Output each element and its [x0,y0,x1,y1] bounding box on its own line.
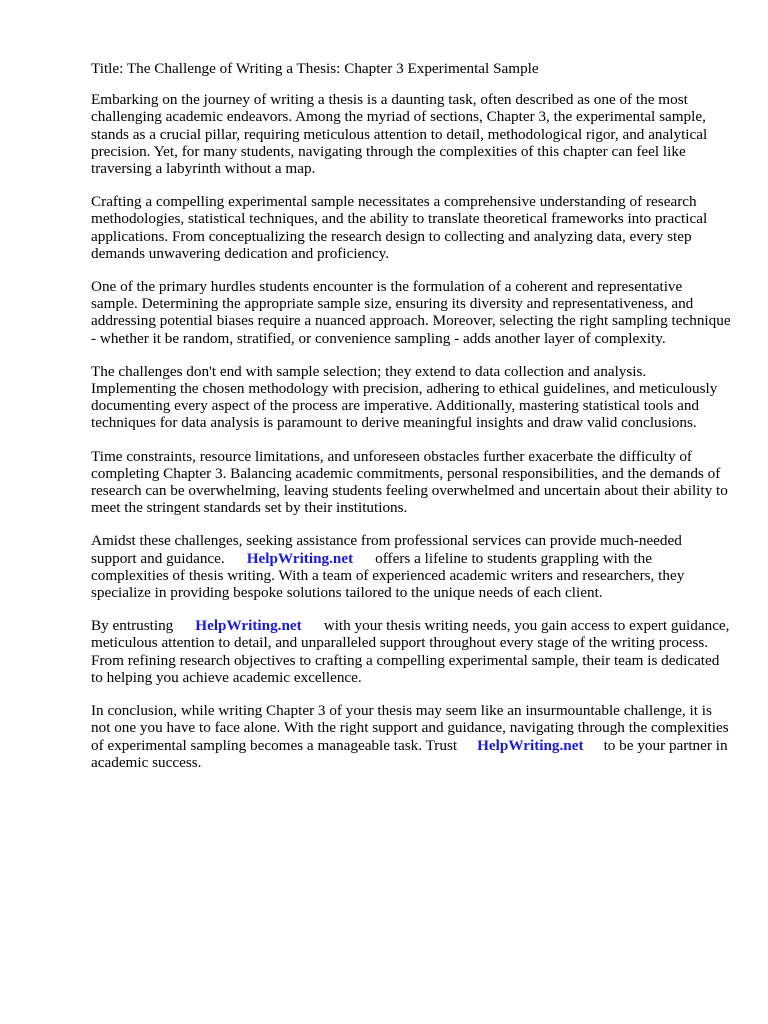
helpwriting-link[interactable]: HelpWriting.net [195,617,302,635]
paragraph-1: Embarking on the journey of writing a thesis is a daunting task, often described as one of the most challenging academic endeavors. Among the myriad of sections, Chapter 3, the experimental sample, stands as a crucial pillar, requiring meticulous attention to detail, methodological rigor, and analytical precision. Yet, for many students, navigating through the complexities of this chapter can feel like traversing a labyrinth without a map. [91,91,708,178]
paragraph-8-text-before: In conclusion, while writing Chapter 3 of your thesis may seem like an insurmountable challenge, it is not one you have to face alone. With the right support and guidance, navigating through the complexities of experimental sampling becomes a manageable task. Trust [91,702,729,754]
paragraph-3: One of the primary hurdles students encounter is the formulation of a coherent and representative sample. Determining the appropriate sample size, ensuring its diversity and representativeness, and addressing potential biases require a nuanced approach. Moreover, selecting the right sampling technique - whether it be random, stratified, or convenience sampling - adds another layer of complexity. [91,278,731,347]
helpwriting-link[interactable]: HelpWriting.net [477,736,584,754]
paragraph-7 [91,617,731,686]
paragraph-5: Time constraints, resource limitations, and unforeseen obstacles further exacerbate the difficulty of completing Chapter 3. Balancing academic commitments, personal responsibilities, and the demands of research can be overwhelming, leaving students feeling overwhelmed and uncertain about their ability to meet the stringent standards set by their institutions. [91,447,728,517]
paragraph-7-text-before: By entrusting [91,617,174,635]
helpwriting-link[interactable]: HelpWriting.net [246,549,354,567]
paragraph-8 [91,702,731,771]
paragraph-6-text-after: offers a lifeline to students grappling with the complexities of thesis writing. With a team of experienced academic writers and researchers, they specialize in providing bespoke solutions tailored to the unique needs of each client. [91,549,685,602]
paragraph-4: The challenges don't end with sample selection; they extend to data collection and analysis. Implementing the chosen methodology with precision, adhering to ethical guidelines, and meticulously documenting every aspect of the process are imperative. Additionally, mastering statistical tools and techniques for data analysis is paramount to derive meaningful insights and draw valid conclusions. [91,362,718,432]
document-title: Title: The Challenge of Writing a Thesis: Chapter 3 Experimental Sample [91,60,539,77]
paragraph-7-text-after: with your thesis writing needs, you gain access to expert guidance, meticulous attention to detail, and unparalleled support throughout every stage of the writing process. From refining research objectives to crafting a compelling experimental sample, their team is dedicated to helping you achieve academic excellence. [91,617,730,686]
paragraph-6-text-before: Amidst these challenges, seeking assistance from professional services can provide much-needed support and guidance. [91,532,682,567]
document-page [91,60,731,787]
paragraph-8-text-after: to be your partner in academic success. [91,736,728,771]
paragraph-2: Crafting a compelling experimental sample necessitates a comprehensive understanding of research methodologies, statistical techniques, and the ability to translate theoretical frameworks into practical applications. From conceptualizing the research design to collecting and analyzing data, every step demands unwavering dedication and proficiency. [91,193,708,262]
paragraph-6 [91,532,731,601]
